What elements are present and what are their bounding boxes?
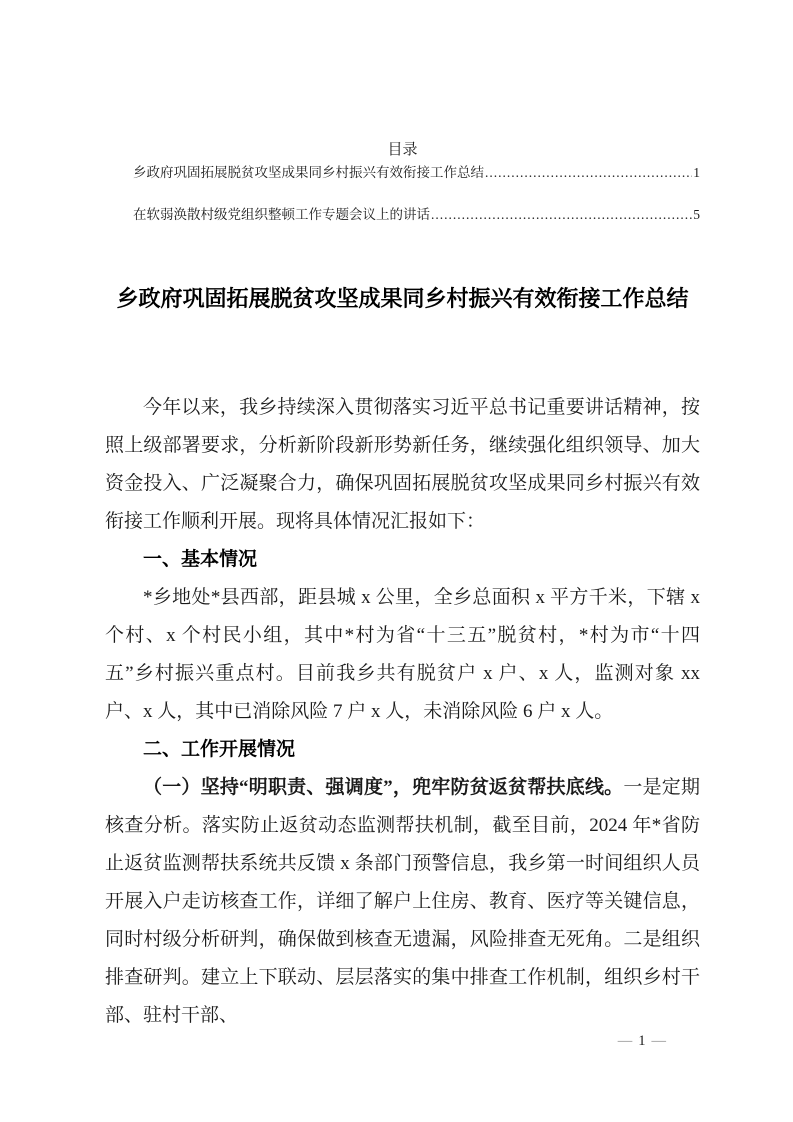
page-content [105, 0, 700, 1035]
footer-dash-left: — [617, 1033, 633, 1049]
subpoint-lead-text: （一）坚持“明职责、强调度”，兜牢防贫返贫帮扶底线。 [143, 777, 624, 798]
toc-entry-page-number: 5 [693, 207, 700, 222]
section-heading-work-progress: 二、工作开展情况 [143, 739, 296, 760]
document-title: 乡政府巩固拓展脱贫攻坚成果同乡村振兴有效衔接工作总结 [116, 286, 689, 311]
table-of-contents [105, 140, 700, 224]
footer-dash-right: — [651, 1033, 666, 1049]
toc-entry-title: 乡政府巩固拓展脱贫攻坚成果同乡村振兴有效衔接工作总结 [133, 165, 484, 180]
footer-page-number: 1 [638, 1033, 646, 1049]
toc-entry-page-number: 1 [693, 165, 700, 180]
section1-paragraph: *乡地处*县西部，距县城 x 公里，全乡总面积 x 平方千米，下辖 x 个村、x 个村民小组，其中*村为省“十三五”脱贫村，*村为市“十四五”乡村振兴重点村。目前我乡共有脱贫户 x 户、x 人，监测对象 xx 户、x 人，其中已消除风险 7 户 x 人，未消除风险 6 户 x 人。 [105, 587, 700, 722]
section-heading-basic-situation: 一、基本情况 [143, 549, 258, 570]
toc-entry-title: 在软弱涣散村级党组织整顿工作专题会议上的讲话 [133, 207, 430, 222]
toc-entry[interactable] [133, 206, 700, 224]
toc-dot-leader [485, 164, 692, 182]
toc-heading: 目录 [387, 142, 418, 158]
intro-paragraph: 今年以来，我乡持续深入贯彻落实习近平总书记重要讲话精神，按照上级部署要求，分析新阶段新形势新任务，继续强化组织领导、加大资金投入、广泛凝聚合力，确保巩固拓展脱贫攻坚成果同乡村振兴有效衔接工作顺利开展。现将具体情况汇报如下： [105, 397, 700, 532]
section2-paragraph [105, 769, 700, 1035]
toc-entry[interactable] [133, 164, 700, 182]
toc-dot-leader [431, 206, 692, 224]
subpoint-body-text: 一是定期核查分析。落实防止返贫动态监测帮扶机制，截至目前，2024 年*省防止返贫监测帮扶系统共反馈 x 条部门预警信息，我乡第一时间组织人员开展入户走访核查工作，详细了解户上住房、教育、医疗等关键信息，同时村级分析研判，确保做到核查无遗漏，风险排查无死角。二是组织排查研判。建立上下联动、层层落实的集中排查工作机制，组织乡村干部、驻村干部、 [105, 777, 700, 1026]
page-number-footer [612, 1033, 672, 1050]
